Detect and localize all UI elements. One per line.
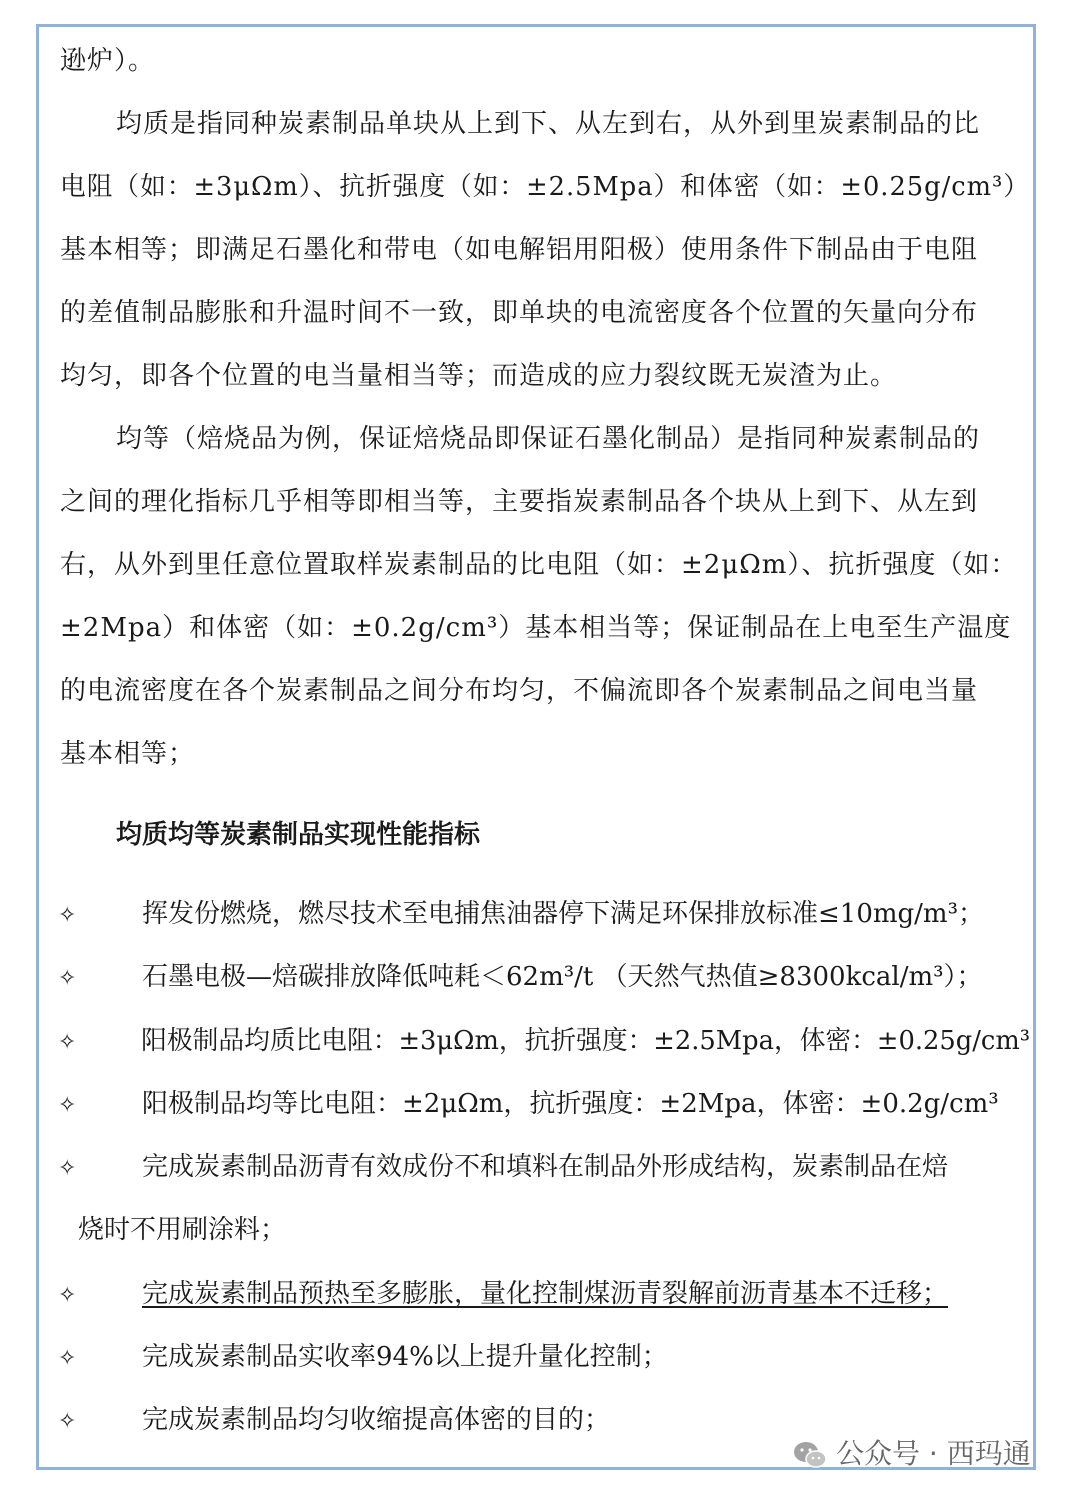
paragraph-line: 电阻（如：±3μΩm）、抗折强度（如：±2.5Mpa）和体密（如：±0.25g/cm³）	[60, 172, 1030, 202]
wechat-icon	[792, 1440, 828, 1470]
bullet-item	[58, 1150, 948, 1186]
bullet-item	[58, 897, 984, 933]
paragraph-line: 的差值制品膨胀和升温时间不一致，即单块的电流密度各个位置的矢量向分布	[60, 298, 979, 328]
paragraph-line: 之间的理化指标几乎相等即相当等，主要指炭素制品各个块从上到下、从左到	[60, 487, 979, 517]
sparkle-bullet-icon: ✧	[58, 966, 77, 991]
bullet-item	[58, 1024, 1030, 1060]
paragraph-line: 基本相等；即满足石墨化和带电（如电解铝用阳极）使用条件下制品由于电阻	[60, 235, 979, 265]
bullet-item	[58, 1087, 999, 1123]
bullet-text: 完成炭素制品均匀收缩提高体密的目的；	[142, 1405, 611, 1435]
sparkle-bullet-icon: ✧	[58, 1030, 77, 1055]
bullet-text: 石墨电极—焙碳排放降低吨耗＜62m³/t （天然气热值≥8300kcal/m³）；	[142, 962, 983, 992]
bullet-item	[58, 1340, 668, 1376]
bullet-text: 挥发份燃烧，燃尽技术至电捕焦油器停下满足环保排放标准≤10mg/m³；	[142, 899, 985, 929]
paragraph-line: 逊炉）。	[60, 46, 156, 76]
bullet-text: 阳极制品均质比电阻：±3μΩm，抗折强度：±2.5Mpa，体密：±0.25g/cm³	[141, 1026, 1031, 1056]
paragraph-line: 右，从外到里任意位置取样炭素制品的比电阻（如：±2μΩm）、抗折强度（如：	[60, 550, 1018, 580]
sparkle-bullet-icon: ✧	[58, 1346, 77, 1371]
bullet-item	[58, 1277, 948, 1313]
sparkle-bullet-icon: ✧	[58, 1283, 77, 1308]
watermark-text: 公众号 · 西玛通	[836, 1437, 1031, 1470]
bullet-text: 完成炭素制品沥青有效成份不和填料在制品外形成结构，炭素制品在焙	[142, 1152, 949, 1182]
bullet-continuation: 烧时不用刷涂料；	[78, 1215, 287, 1245]
watermark	[792, 1432, 1031, 1472]
section-heading: 均质均等炭素制品实现性能指标	[116, 820, 481, 850]
sparkle-bullet-icon: ✧	[58, 1093, 77, 1118]
sparkle-bullet-icon: ✧	[58, 903, 77, 928]
paragraph-line: 均质是指同种炭素制品单块从上到下、从左到右，从外到里炭素制品的比	[116, 109, 981, 139]
sparkle-bullet-icon: ✧	[58, 1156, 77, 1181]
paragraph-line: 均等（焙烧品为例，保证焙烧品即保证石墨化制品）是指同种炭素制品的	[116, 424, 981, 454]
bullet-item	[58, 960, 983, 996]
paragraph-line: 均匀，即各个位置的电当量相当等；而造成的应力裂纹既无炭渣为止。	[60, 361, 898, 391]
bullet-text: 阳极制品均等比电阻：±2μΩm，抗折强度：±2Mpa，体密：±0.2g/cm³	[142, 1089, 999, 1119]
bullet-text: 完成炭素制品实收率94%以上提升量化控制；	[142, 1342, 668, 1372]
paragraph-line: 基本相等；	[60, 739, 196, 769]
paragraph-line: ±2Mpa）和体密（如：±0.2g/cm³）基本相当等；保证制品在上电至生产温度	[60, 613, 1012, 643]
paragraph-line: 的电流密度在各个炭素制品之间分布均匀，不偏流即各个炭素制品之间电当量	[60, 676, 979, 706]
sparkle-bullet-icon: ✧	[58, 1409, 77, 1434]
bullet-text: 完成炭素制品预热至多膨胀，量化控制煤沥青裂解前沥青基本不迁移；	[142, 1279, 949, 1309]
bullet-item	[58, 1403, 610, 1439]
